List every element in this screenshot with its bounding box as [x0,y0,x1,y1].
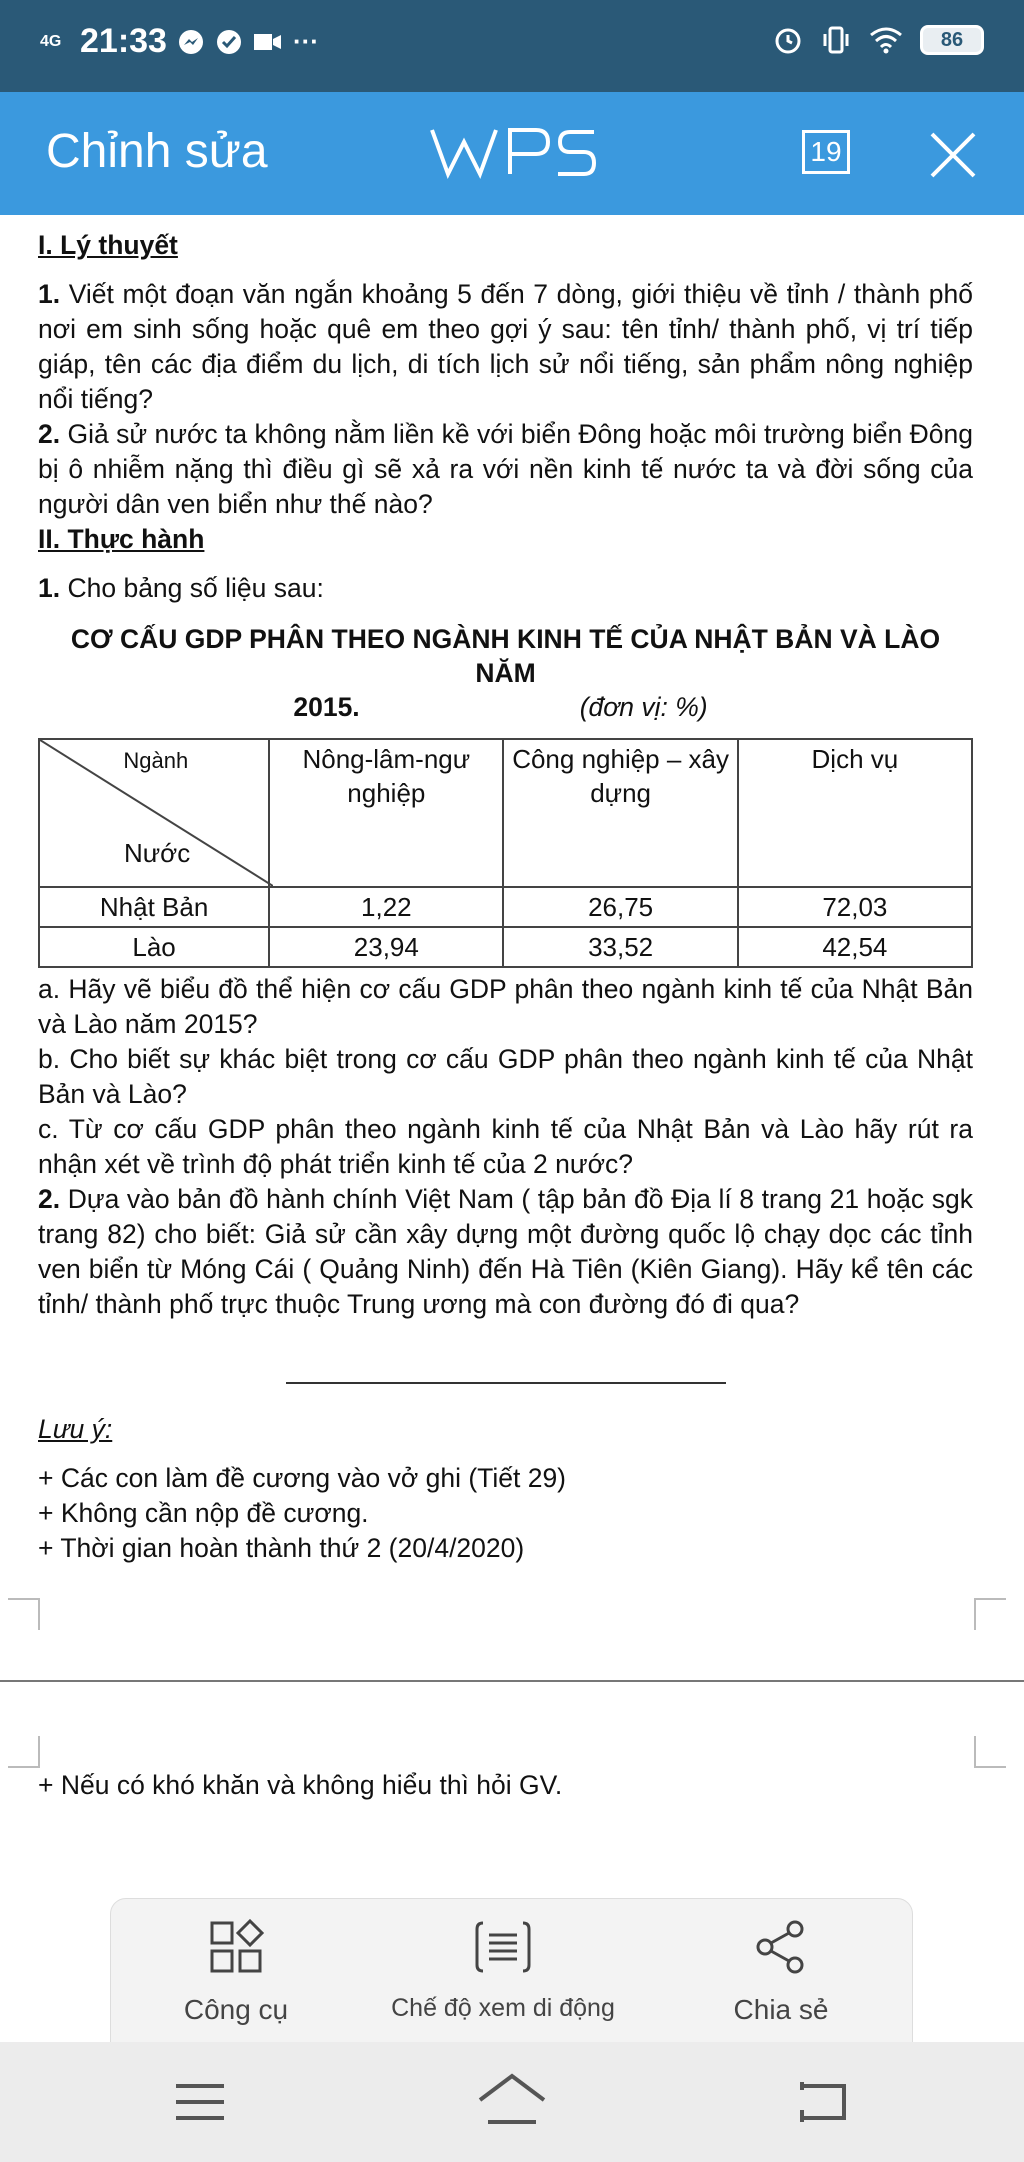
value-cell: 23,94 [269,927,503,967]
share-button[interactable] [711,1919,851,2026]
note-heading: Lưu ý: [38,1414,113,1444]
corner-sector-label: Ngành [123,748,189,773]
question-a: a. Hãy vẽ biểu đồ thể hiện cơ cấu GDP phân theo ngành kinh tế của Nhật Bản và Lào năm 2015? [38,974,973,1039]
practice-2-text: Dựa vào bản đồ hành chính Việt Nam ( tập bản đồ Địa lí 8 trang 21 hoặc sgk trang 82) cho biết: Giả sử cần xây dựng một đường quốc lộ chạy dọc các tỉnh ven biển từ Móng Cái ( Quảng Ninh) đến Hà Tiên (Kiên Giang). Hãy kể tên các tỉnh/ thành phố trực thuộc Trung ương mà con đường đó đi qua? [38,1184,973,1319]
page-corner-mark [8,1736,40,1768]
mobile-view-icon [473,1919,533,1975]
header-agriculture: Nông-lâm-ngư nghiệp [269,739,503,887]
messenger-icon [177,28,205,56]
question-2 [38,417,973,522]
wps-logo [428,122,598,187]
table-title-year: 2015. [293,692,360,722]
section-theory-heading: I. Lý thuyết [38,230,178,260]
status-bar [0,0,1024,92]
system-nav-bar [0,2042,1024,2162]
value-cell: 26,75 [503,887,737,927]
page-count-button[interactable] [802,130,850,174]
question-c: c. Từ cơ cấu GDP phân theo ngành kinh tế của Nhật Bản và Lào hãy rút ra nhận xét về trình độ phát triển kinh tế của 2 nước? [38,1114,973,1179]
question-1-text: Viết một đoạn văn ngắn khoảng 5 đến 7 dòng, giới thiệu về tỉnh / thành phố nơi em sinh sống hoặc quê em theo gợi ý sau: tên tỉnh/ thành phố, vị trí tiếp giáp, tên các địa điểm du lịch, di tích lịch sử nổi tiếng, sản phẩm nông nghiệp nổi tiếng? [38,279,973,414]
value-cell: 42,54 [738,927,972,967]
mobile-view-button[interactable] [383,1919,623,2023]
question-b: b. Cho biết sự khác biệt trong cơ cấu GDP phân theo ngành kinh tế của Nhật Bản và Lào? [38,1044,973,1109]
share-label: Chia sẻ [733,1994,829,2025]
question-1 [38,277,973,417]
practice-1-text: Cho bảng số liệu sau: [67,573,324,603]
value-cell: 1,22 [269,887,503,927]
tools-button[interactable] [171,1919,301,2026]
question-2-text: Giả sử nước ta không nằm liền kề với biển Đông hoặc môi trường biển Đông bị ô nhiễm nặng thì điều gì sẽ xả ra với nền kinh tế nước ta và đời sống của người dân ven biển như thế nào? [38,419,973,519]
wifi-icon [868,25,904,55]
note-item: + Thời gian hoàn thành thứ 2 (20/4/2020) [38,1533,525,1563]
note-next-page: + Nếu có khó khăn và không hiểu thì hỏi GV. [38,1770,563,1800]
alarm-icon [772,24,804,56]
network-indicator: 4G [40,33,62,50]
table-title-second-line [38,690,973,724]
page-corner-mark [974,1598,1006,1630]
bottom-toolbar [110,1898,913,2048]
document-page [38,228,973,1566]
table-header-row [39,739,972,887]
check-icon [215,28,243,56]
note-item: + Các con làm đề cương vào vở ghi (Tiết 29) [38,1463,567,1493]
edit-button[interactable]: Chỉnh sửa [46,125,268,178]
practice-2 [38,1182,973,1322]
country-cell: Nhật Bản [39,887,269,927]
app-bar [0,92,1024,215]
page-break [0,1680,1024,1682]
practice-1 [38,571,973,606]
share-icon [753,1919,809,1975]
table-unit: (đơn vị: %) [579,692,708,722]
table-title-line: CƠ CẤU GDP PHÂN THEO NGÀNH KINH TẾ CỦA NHẬT BẢN VÀ LÀO NĂM [70,624,941,688]
value-cell: 72,03 [738,887,972,927]
header-industry: Công nghiệp – xây dựng [503,739,737,887]
note-item: + Không cần nộp đề cương. [38,1498,369,1528]
back-icon[interactable] [796,2078,852,2126]
country-cell: Lào [39,927,269,967]
table-title [38,622,973,724]
value-cell: 33,52 [503,927,737,967]
question-1-number: 1. [38,279,61,309]
close-icon[interactable] [928,130,978,180]
section-practice-heading: II. Thực hành [38,524,205,554]
video-icon [253,30,283,54]
vibrate-icon [820,24,852,56]
page-count: 19 [810,136,842,167]
mobile-view-label: Chế độ xem di động [391,1994,615,2022]
battery-icon [920,25,984,55]
header-services: Dịch vụ [738,739,972,887]
gdp-table [38,738,973,968]
page-corner-mark [974,1736,1006,1768]
table-row [39,927,972,967]
table-row [39,887,972,927]
table-corner-cell [39,739,269,887]
tools-label: Công cụ [183,1994,289,2025]
page-corner-mark [8,1598,40,1630]
battery-level: 86 [940,28,964,51]
tools-icon [208,1919,264,1975]
practice-1-number: 1. [38,573,61,603]
clock: 21:33 [80,22,167,60]
practice-2-number: 2. [38,1184,61,1214]
home-icon[interactable] [476,2072,548,2128]
menu-icon[interactable] [172,2078,228,2126]
question-2-number: 2. [38,419,61,449]
corner-country-label: Nước [124,838,191,868]
more-notifications: ··· [292,26,319,56]
section-divider [286,1382,726,1384]
